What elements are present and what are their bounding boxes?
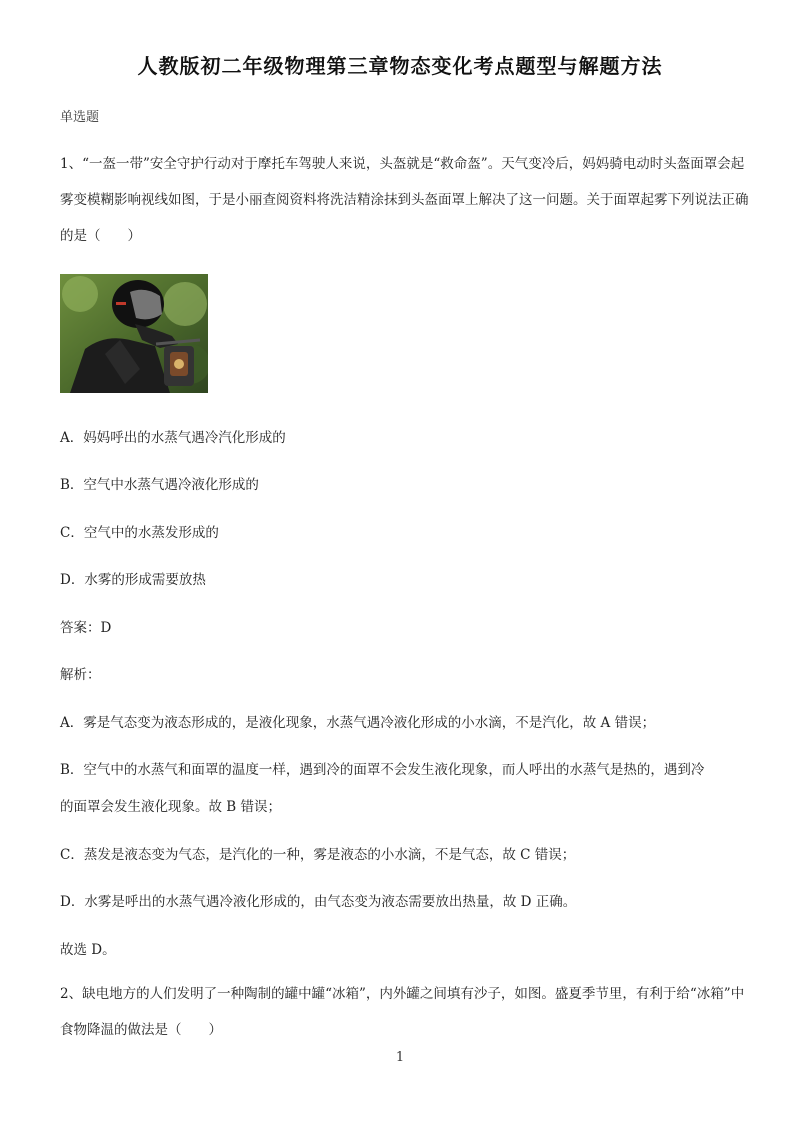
- q1-option-b: B．空气中水蒸气遇冷液化形成的: [60, 477, 259, 493]
- question-1-text: 1、“一盔一带”安全守护行动对于摩托车驾驶人来说，头盔就是“救命盔”。天气变冷后，妈妈骑电动时头盔面罩会起雾变模糊影响视线如图，于是小丽查阅资料将洗洁精涂抹到头盔面罩上解决了这一问题。关于面罩起雾下列说法正确的是（ ）: [60, 156, 749, 244]
- q1-analysis-a: A．雾是气态变为液态形成的，是液化现象，水蒸气遇冷液化形成的小水滴，不是汽化，故 A 错误；: [60, 715, 656, 731]
- q1-analysis-b-cont: 的面罩会发生液化现象。故 B 错误；: [60, 799, 282, 815]
- q1-analysis-c: C．蒸发是液态变为气态，是汽化的一种，雾是液态的小水滴，不是气态，故 C 错误；: [60, 847, 576, 863]
- helmet-rider-photo: [60, 274, 208, 393]
- q1-analysis-label: 解析：: [60, 667, 101, 683]
- document-title: 人教版初二年级物理第三章物态变化考点题型与解题方法: [137, 54, 663, 78]
- q1-option-a: A．妈妈呼出的水蒸气遇冷汽化形成的: [60, 430, 286, 446]
- question-2-text: 2、缺电地方的人们发明了一种陶制的罐中罐“冰箱”，内外罐之间填有沙子，如图。盛夏季节里，有利于给“冰箱”中食物降温的做法是（ ）: [60, 986, 745, 1038]
- q1-conclusion: 故选 D。: [60, 942, 116, 958]
- q1-analysis-d: D．水雾是呼出的水蒸气遇冷液化形成的，由气态变为液态需要放出热量，故 D 正确。: [60, 894, 577, 910]
- section-label: 单选题: [60, 110, 100, 125]
- page-number: 1: [395, 1050, 405, 1065]
- q1-option-c: C．空气中的水蒸发形成的: [60, 525, 219, 541]
- q1-answer: 答案：D: [60, 620, 112, 636]
- q1-analysis-b: B．空气中的水蒸气和面罩的温度一样，遇到冷的面罩不会发生液化现象，而人呼出的水蒸气是热的，遇到冷: [60, 762, 705, 778]
- q1-option-d: D．水雾的形成需要放热: [60, 572, 206, 588]
